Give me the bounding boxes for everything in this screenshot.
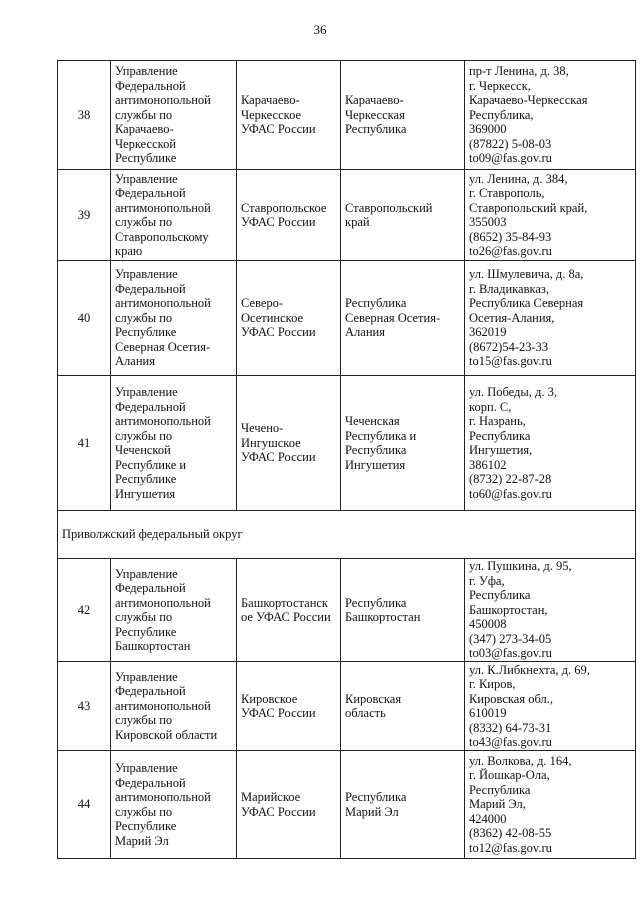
row-number: 39 <box>58 170 111 261</box>
table-row <box>58 261 636 376</box>
table-row <box>58 376 636 511</box>
region-name: Республика Марий Эл <box>341 751 465 859</box>
office-short-name: Марийское УФАС России <box>237 751 341 859</box>
office-short-name: Чечено- Ингушское УФАС России <box>237 376 341 511</box>
office-short-name: Башкортостанск ое УФАС России <box>237 559 341 662</box>
office-short-name: Северо- Осетинское УФАС России <box>237 261 341 376</box>
table-row <box>58 61 636 170</box>
federal-district-heading: Приволжский федеральный округ <box>58 511 636 559</box>
authority-name: Управление Федеральной антимонопольной службы по Чеченской Республике и Республике Ингушетия <box>111 376 237 511</box>
contact-info: пр-т Ленина, д. 38, г. Черкесск, Карачаево-Черкесская Республика, 369000 (87822) 5-08-03 to09@fas.gov.ru <box>465 61 636 170</box>
row-number: 41 <box>58 376 111 511</box>
region-name: Республика Северная Осетия- Алания <box>341 261 465 376</box>
region-name: Ставропольский край <box>341 170 465 261</box>
antimonopoly-offices-table <box>57 60 636 859</box>
row-number: 40 <box>58 261 111 376</box>
contact-info: ул. Победы, д. 3, корп. С, г. Назрань, Республика Ингушетия, 386102 (8732) 22-87-28 to60@fas.gov.ru <box>465 376 636 511</box>
page-number: 36 <box>313 22 327 37</box>
authority-name: Управление Федеральной антимонопольной службы по Республике Башкортостан <box>111 559 237 662</box>
authority-name: Управление Федеральной антимонопольной службы по Карачаево- Черкесской Республике <box>111 61 237 170</box>
office-short-name: Карачаево- Черкесское УФАС России <box>237 61 341 170</box>
region-name: Карачаево- Черкесская Республика <box>341 61 465 170</box>
contact-info: ул. Волкова, д. 164, г. Йошкар-Ола, Республика Марий Эл, 424000 (8362) 42-08-55 to12@fas.gov.ru <box>465 751 636 859</box>
contact-info: ул. Ленина, д. 384, г. Ставрополь, Ставропольский край, 355003 (8652) 35-84-93 to26@fas.gov.ru <box>465 170 636 261</box>
row-number: 42 <box>58 559 111 662</box>
table-row <box>58 662 636 751</box>
table-row <box>58 751 636 859</box>
row-number: 44 <box>58 751 111 859</box>
contact-info: ул. Шмулевича, д. 8а, г. Владикавказ, Республика Северная Осетия-Алания, 362019 (8672)54-23-33 to15@fas.gov.ru <box>465 261 636 376</box>
row-number: 38 <box>58 61 111 170</box>
row-number: 43 <box>58 662 111 751</box>
region-name: Республика Башкортостан <box>341 559 465 662</box>
authority-name: Управление Федеральной антимонопольной службы по Республике Марий Эл <box>111 751 237 859</box>
district-row <box>58 511 636 559</box>
contact-info: ул. Пушкина, д. 95, г. Уфа, Республика Башкортостан, 450008 (347) 273-34-05 to03@fas.gov.ru <box>465 559 636 662</box>
region-name: Чеченская Республика и Республика Ингушетия <box>341 376 465 511</box>
office-short-name: Ставропольское УФАС России <box>237 170 341 261</box>
authority-name: Управление Федеральной антимонопольной службы по Ставропольскому краю <box>111 170 237 261</box>
region-name: Кировская область <box>341 662 465 751</box>
office-short-name: Кировское УФАС России <box>237 662 341 751</box>
authority-name: Управление Федеральной антимонопольной службы по Республике Северная Осетия- Алания <box>111 261 237 376</box>
contact-info: ул. К.Либкнехта, д. 69, г. Киров, Кировская обл., 610019 (8332) 64-73-31 to43@fas.gov.ru <box>465 662 636 751</box>
authority-name: Управление Федеральной антимонопольной службы по Кировской области <box>111 662 237 751</box>
table-row <box>58 170 636 261</box>
table-row <box>58 559 636 662</box>
